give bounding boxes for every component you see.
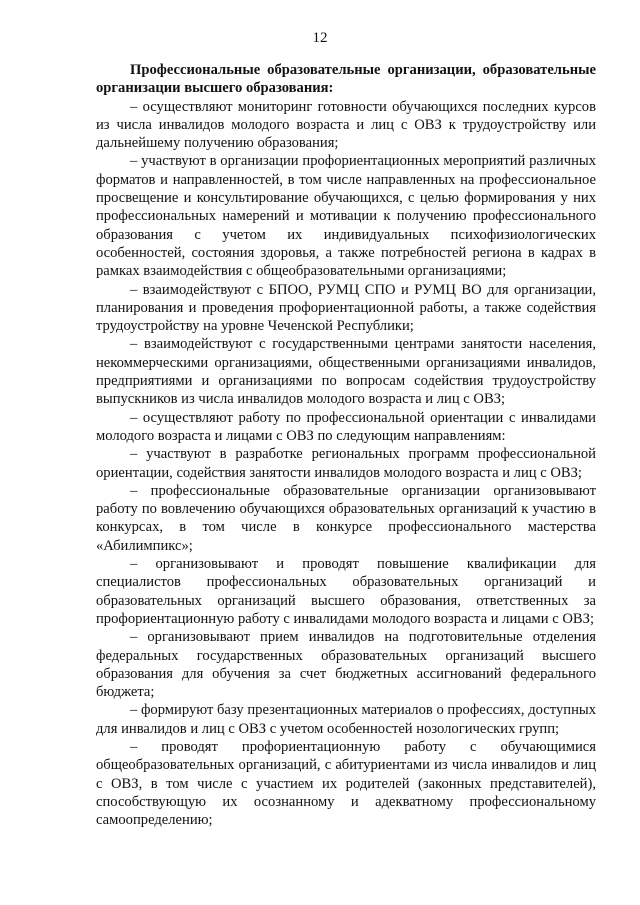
section-heading: Профессиональные образовательные организации, образовательные организации высшего образования: — [96, 62, 596, 97]
paragraph-school-outreach: – проводят профориентационную работу с обучающимися общеобразовательных организаций, с абитуриентами из числа инвалидов и лиц с ОВЗ, в том числе с участием их родителей (законных представителей), способствующую их осознанному и адекватному профессиональному самоопределению; — [96, 738, 596, 829]
paragraph-presentation-base: – формируют базу презентационных материалов о профессиях, доступных для инвалидов и лиц с ОВЗ с учетом особенностей нозологических групп; — [96, 702, 596, 737]
paragraph-employment-cooperation: – взаимодействуют с государственными центрами занятости населения, некоммерческими организациями, общественными организациями инвалидов, предприятиями и организациями по вопросам содействия трудоустройству выпускников из числа инвалидов молодого возраста и лиц с ОВЗ; — [96, 336, 596, 408]
paragraph-cooperation-centers: – взаимодействуют с БПОО, РУМЦ СПО и РУМЦ ВО для организации, планирования и проведения профориентационной работы, а также содействия трудоустройству на уровне Чеченской Республики; — [96, 281, 596, 335]
paragraph-career-guidance-events: – участвуют в организации профориентационных мероприятий различных форматов и направленностей, в том числе направленных на профессиональное просвещение и консультирование обучающихся, с целью формирования у них профессиональных намерений и мотивации к получению профессионального образования с учетом их индивидуальных психофизиологических особенностей, состояния здоровья, а также потребностей региона в кадрах в рамках взаимодействия с общеобразовательными организациями; — [96, 153, 596, 280]
paragraph-preparatory-admission: – организовывают прием инвалидов на подготовительные отделения федеральных государственных образовательных организаций высшего образования для обучения за счет бюджетных ассигнований федерального бюджета; — [96, 629, 596, 701]
paragraph-abilympics: – профессиональные образовательные организации организовывают работу по вовлечению обучающихся образовательных организаций к участию в конкурсах, в том числе в конкурсе профессионального мастерства «Абилимпикс»; — [96, 482, 596, 554]
paragraph-qualification: – организовывают и проводят повышение квалификации для специалистов профессиональных образовательных организаций и образовательных организаций высшего образования, ответственных за профориентационную работу с инвалидами молодого возраста и лицами с ОВЗ; — [96, 556, 596, 627]
paragraph-regional-programs: – участвуют в разработке региональных программ профессиональной ориентации, содействия занятости инвалидов молодого возраста и лиц с ОВЗ; — [96, 446, 596, 481]
page-number: 12 — [312, 30, 328, 46]
paragraph-orientation-directions: – осуществляют работу по профессиональной ориентации с инвалидами молодого возраста и лицами с ОВЗ по следующим направлениям: — [96, 409, 596, 444]
document-body — [96, 61, 596, 829]
paragraph-monitoring: – осуществляют мониторинг готовности обучающихся последних курсов из числа инвалидов молодого возраста и лиц с ОВЗ к трудоустройству или дальнейшему получению образования; — [96, 98, 596, 152]
